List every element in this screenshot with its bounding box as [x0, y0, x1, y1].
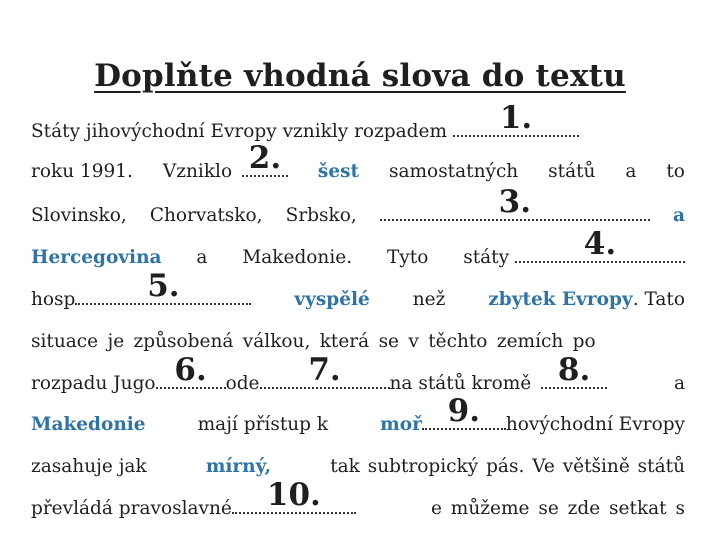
text-segment: hosp — [31, 289, 76, 310]
text-segment: a — [196, 247, 208, 268]
highlighted-word: zbytek Evropy — [488, 289, 633, 310]
blank-number: 4. — [583, 226, 617, 262]
text-line-7 — [31, 352, 685, 396]
text-segment-group — [31, 268, 251, 312]
text-segment: Slovinsko, — [31, 205, 127, 226]
text-segment: než — [412, 289, 446, 310]
highlighted-word: a — [672, 205, 685, 226]
text-segment-group — [162, 140, 288, 184]
text-line-2 — [31, 140, 685, 184]
blank-2[interactable] — [242, 140, 288, 177]
text-segment: Srbsko, — [285, 205, 357, 226]
text-segment: to — [666, 161, 685, 182]
blank-number: 9. — [447, 393, 481, 429]
text-segment: státy — [463, 247, 510, 268]
text-segment-group — [463, 226, 685, 270]
text-segment: mají přístup k — [197, 414, 329, 435]
text-segment: převládá pravoslavné — [31, 498, 232, 519]
blank-number: 10. — [266, 477, 321, 513]
blank-7[interactable] — [260, 352, 390, 389]
text-segment: států — [548, 161, 596, 182]
text-segment: Vzniklo — [162, 161, 233, 182]
text-segment: e můžeme se zde setkat s — [430, 498, 685, 519]
text-segment: a — [673, 373, 685, 394]
page-title: Doplňte vhodná slova do textu — [94, 58, 626, 94]
highlighted-word: Hercegovina — [31, 247, 162, 268]
text-segment: samostatných — [388, 161, 519, 182]
blank-3[interactable] — [380, 184, 650, 221]
text-segment: . Tato — [632, 289, 685, 310]
blank-number: 8. — [557, 352, 591, 388]
blank-number: 2. — [248, 140, 282, 176]
text-segment: Tyto — [386, 247, 429, 268]
text-segment: situace je způsobená válkou, která se v těchto zemích po — [31, 331, 596, 352]
highlighted-word: vyspělé — [294, 289, 370, 310]
text-segment: rozpadu Jugo — [31, 373, 156, 394]
blank-6[interactable] — [156, 352, 226, 389]
text-line-3 — [31, 184, 685, 228]
text-segment: roku 1991. — [31, 161, 133, 182]
blank-5[interactable] — [75, 268, 251, 305]
text-segment: a — [625, 161, 637, 182]
blank-9[interactable] — [422, 393, 506, 430]
text-segment: tak subtropický pás. Ve většině států — [330, 456, 685, 477]
blank-10[interactable] — [232, 477, 356, 514]
blank-number: 7. — [308, 352, 341, 388]
text-segment: Státy jihovýchodní Evropy vznikly rozpadem — [31, 121, 448, 142]
text-line-4 — [31, 226, 685, 270]
highlighted-word: Makedonie — [31, 414, 146, 435]
text-segment: zasahuje jak — [31, 456, 147, 477]
text-line-9 — [31, 455, 685, 479]
text-segment: hovýchodní Evropy — [505, 414, 685, 435]
text-segment-group — [31, 352, 607, 396]
blank-8[interactable] — [541, 352, 607, 389]
text-line-6 — [31, 330, 685, 354]
text-segment: na států kromě — [389, 373, 532, 394]
text-line-5 — [31, 268, 685, 312]
text-segment: ode — [225, 373, 260, 394]
highlighted-word: šest — [317, 161, 360, 182]
blank-4[interactable] — [515, 226, 685, 263]
blank-number: 6. — [174, 352, 207, 388]
blank-number: 5. — [147, 268, 180, 304]
text-segment: Makedonie. — [242, 247, 353, 268]
text-segment: Chorvatsko, — [149, 205, 263, 226]
text-line-8 — [31, 393, 685, 437]
text-segment-group — [380, 393, 685, 437]
highlighted-word: mírný, — [205, 456, 272, 477]
text-line-10 — [31, 477, 685, 521]
text-segment-group — [488, 288, 685, 312]
blank-number: 3. — [498, 184, 532, 220]
text-segment-group — [31, 477, 356, 521]
blank-number: 1. — [499, 100, 533, 136]
blank-1[interactable] — [453, 100, 579, 137]
highlighted-word: moř — [380, 414, 422, 435]
text-line-1 — [31, 100, 685, 144]
